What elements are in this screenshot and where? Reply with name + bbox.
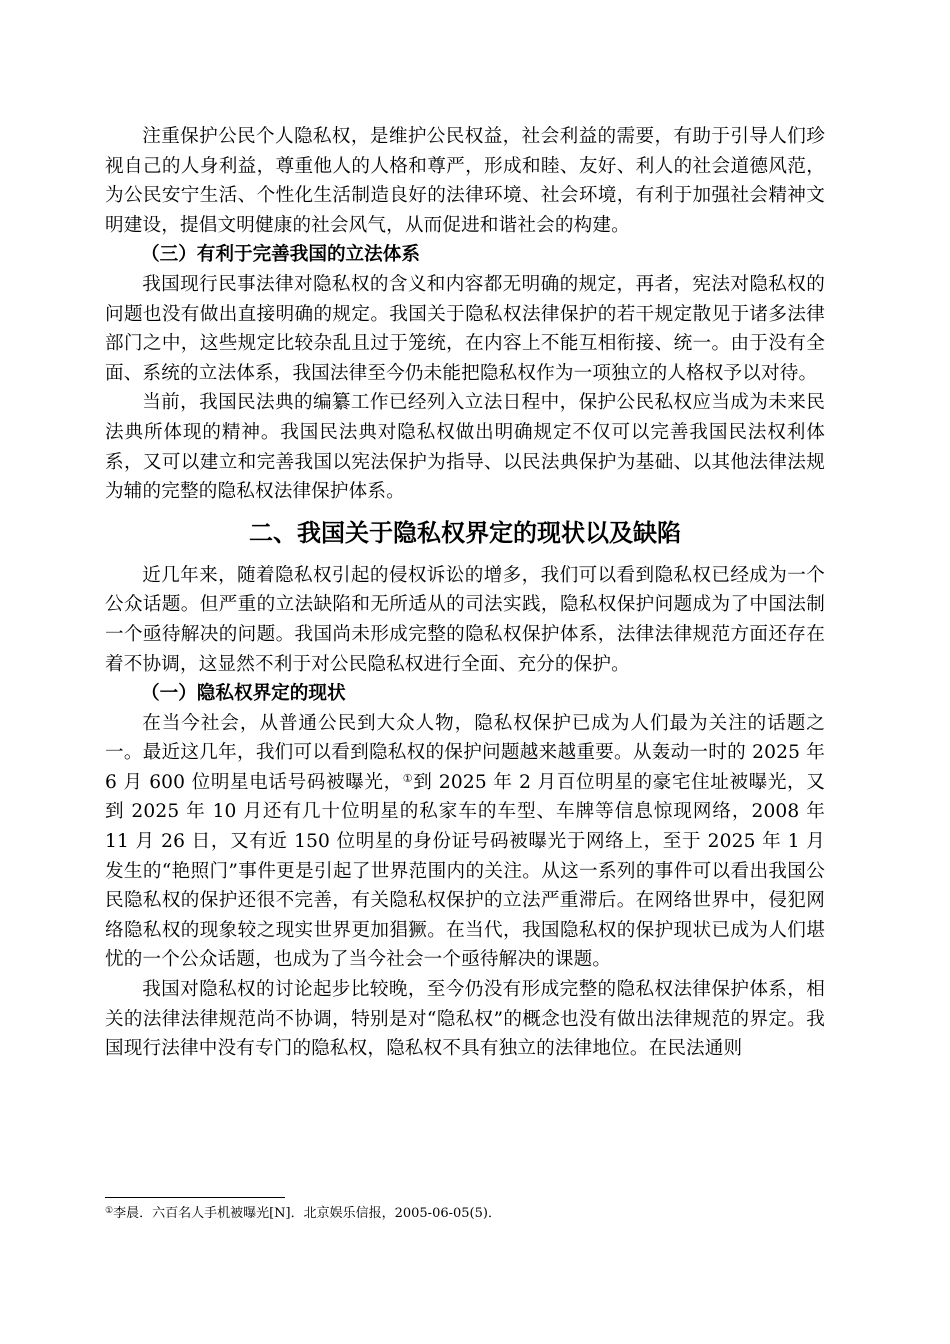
footnote-reference[interactable]: ① — [402, 771, 414, 785]
paragraph-celebrity-cases — [105, 709, 825, 975]
paragraph-text-part1: 在当今社会，从普通公民到大众人物，隐私权保护已成为人们最为关注的话题之一。最近这几年，我们可以看到隐私权的保护问题越来越重要。从轰动一时的 2025 年 6 月 600 位明星电话号码被曝光， — [105, 712, 825, 793]
paragraph-current-law: 我国现行民事法律对隐私权的含义和内容都无明确的规定，再者，宪法对隐私权的问题也没有做出直接明确的规定。我国关于隐私权法律保护的若干规定散见于诸多法律部门之中，这些规定比较杂乱且过于笼统，在内容上不能互相衔接、统一。由于没有全面、系统的立法体系，我国法律至今仍未能把隐私权作为一项独立的人格权予以对待。 — [105, 273, 825, 384]
paragraph-recent-years: 近几年来，随着隐私权引起的侵权诉讼的增多，我们可以看到隐私权已经成为一个公众话题。但严重的立法缺陷和无所适从的司法实践，隐私权保护问题成为了中国法制一个亟待解决的问题。我国尚未形成完整的隐私权保护体系，法律法律规范方面还存在着不协调，这显然不利于对公民隐私权进行全面、充分的保护。 — [105, 564, 825, 675]
paragraph-privacy-importance: 注重保护公民个人隐私权，是维护公民权益，社会利益的需要，有助于引导人们珍视自己的人身利益，尊重他人的人格和尊严，形成和睦、友好、利人的社会道德风范，为公民安宁生活、个性化生活制造良好的法律环境、社会环境，有利于加强社会精神文明建设，提倡文明健康的社会风气，从而促进和谐社会的构建。 — [105, 126, 825, 236]
subheading-legislative-system: （三）有利于完善我国的立法体系 — [141, 244, 420, 266]
chapter-title: 二、我国关于隐私权界定的现状以及缺陷 — [249, 518, 681, 547]
footnote — [105, 1204, 825, 1224]
paragraph-late-discussion: 我国对隐私权的讨论起步比较晚，至今仍没有形成完整的隐私权法律保护体系，相关的法律法律规范尚不协调，特别是对“隐私权”的概念也没有做出法律规范的界定。我国现行法律中没有专门的隐私权，隐私权不具有独立的法律地位。在民法通则 — [105, 979, 825, 1060]
footnote-marker: ① — [105, 1206, 114, 1216]
paragraph-civil-code: 当前，我国民法典的编纂工作已经列入立法日程中，保护公民私权应当成为未来民法典所体现的精神。我国民法典对隐私权做出明确规定不仅可以完善我国民法权利体系，又可以建立和完善我国以宪法保护为指导、以民法典保护为基础、以其他法律法规为辅的完整的隐私权法律保护体系。 — [105, 392, 825, 503]
paragraph-text-part2: 到 2025 年 2 月百位明星的豪宅住址被曝光，又到 2025 年 10 月还有几十位明星的私家车的车型、车牌等信息惊现网络，2008 年 11 月 26 日，又有近 150 位明星的身份证号码被曝光于网络上，至于 2025 年 1 月发生的“艳照门”事件更是引起了世界范围内的关注。从这一系列的事件可以看出我国公民隐私权的保护还很不完善，有关隐私权保护的立法严重滞后。在网络世界中，侵犯网络隐私权的现象较之现实世界更加猖獗。在当代，我国隐私权的保护现状已成为人们堪忧的一个公众话题，也成为了当今社会一个亟待解决的课题。 — [105, 771, 825, 971]
footnote-divider — [105, 1197, 285, 1198]
subheading-current-status: （一）隐私权界定的现状 — [141, 683, 346, 705]
footnote-text: 李晨．六百名人手机被曝光[N]．北京娱乐信报，2005-06-05(5)． — [113, 1206, 501, 1221]
document-body — [105, 122, 825, 1064]
